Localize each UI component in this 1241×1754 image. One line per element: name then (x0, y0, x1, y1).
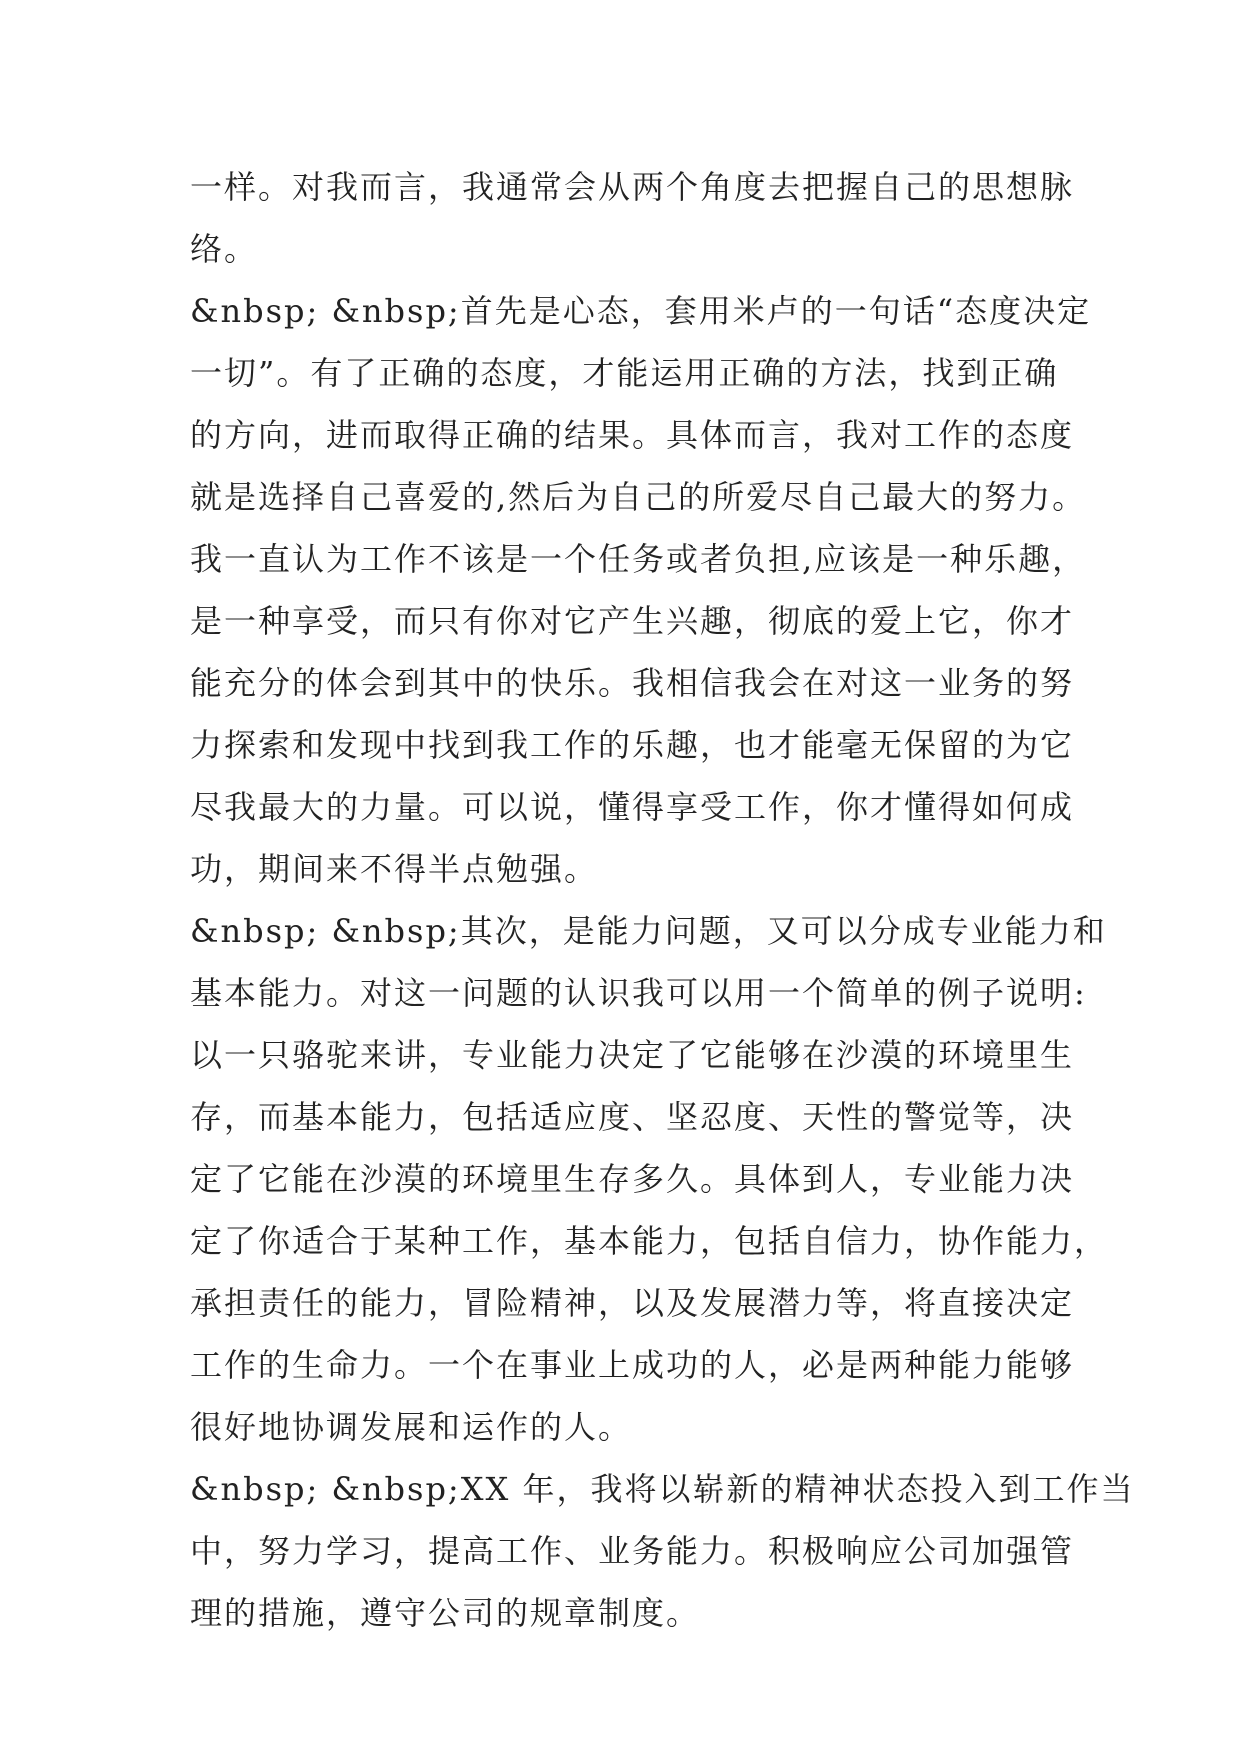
text-line: 的方向，进而取得正确的结果。具体而言，我对工作的态度 (190, 416, 1075, 454)
document-body (190, 156, 1135, 1644)
text-line: 就是选择自己喜爱的,然后为自己的所爱尽自己最大的努力。 (190, 478, 1087, 516)
text-line: 基本能力。对这一问题的认识我可以用一个简单的例子说明: (190, 974, 1087, 1012)
text-line: 定了你适合于某种工作，基本能力，包括自信力，协作能力， (190, 1222, 1109, 1260)
text-line: 承担责任的能力，冒险精神，以及发展潜力等，将直接决定 (190, 1284, 1075, 1322)
text-line: 存，而基本能力，包括适应度、坚忍度、天性的警觉等，决 (190, 1098, 1075, 1136)
text-line: 中，努力学习，提高工作、业务能力。积极响应公司加强管 (190, 1532, 1075, 1570)
text-line: &nbsp; &nbsp;首先是心态，套用米卢的一句话“态度决定 (190, 292, 1092, 330)
text-line: 是一种享受，而只有你对它产生兴趣，彻底的爱上它，你才 (190, 602, 1075, 640)
text-line: 理的措施，遵守公司的规章制度。 (190, 1594, 701, 1632)
text-line: 定了它能在沙漠的环境里生存多久。具体到人，专业能力决 (190, 1160, 1075, 1198)
text-line: &nbsp; &nbsp;其次，是能力问题，又可以分成专业能力和 (190, 912, 1107, 950)
text-line: 一切”。有了正确的态度，才能运用正确的方法，找到正确 (190, 354, 1059, 392)
text-line: 以一只骆驼来讲，专业能力决定了它能够在沙漠的环境里生 (190, 1036, 1075, 1074)
text-line: 能充分的体会到其中的快乐。我相信我会在对这一业务的努 (190, 664, 1075, 702)
text-line: 一样。对我而言，我通常会从两个角度去把握自己的思想脉 (190, 168, 1075, 206)
text-line: 力探索和发现中找到我工作的乐趣，也才能毫无保留的为它 (190, 726, 1075, 764)
text-line: 很好地协调发展和运作的人。 (190, 1408, 633, 1446)
text-line: 我一直认为工作不该是一个任务或者负担,应该是一种乐趣， (190, 540, 1087, 578)
text-line: 络。 (190, 230, 259, 268)
text-line: &nbsp; &nbsp;XX 年，我将以崭新的精神状态投入到工作当 (190, 1470, 1135, 1508)
text-line: 功，期间来不得半点勉强。 (190, 850, 599, 888)
text-line: 尽我最大的力量。可以说，懂得享受工作，你才懂得如何成 (190, 788, 1075, 826)
text-line: 工作的生命力。一个在事业上成功的人，必是两种能力能够 (190, 1346, 1075, 1384)
